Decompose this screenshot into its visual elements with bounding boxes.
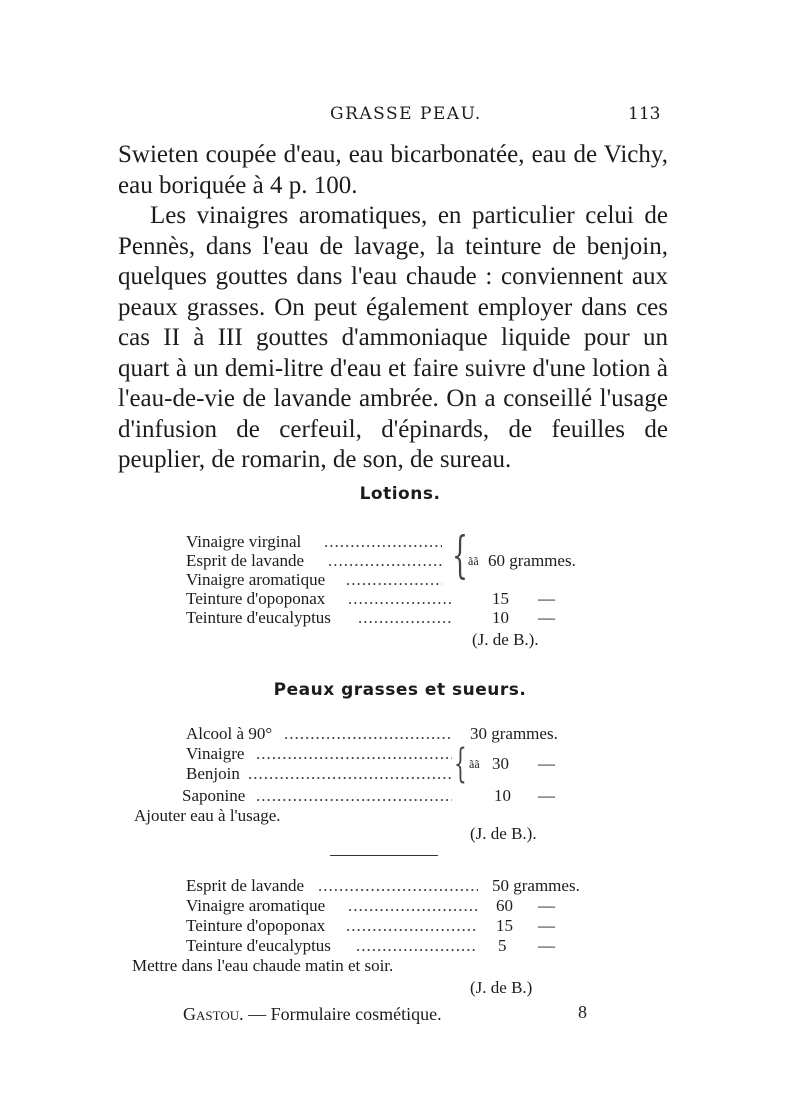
ingredient-row [186, 570, 606, 590]
footer-separator: — [243, 1004, 271, 1024]
recipe-peaux-grasses [134, 724, 604, 860]
leader-dots [256, 786, 452, 806]
ingredient-name: Benjoin [186, 764, 240, 783]
ingredient-row [186, 608, 606, 628]
ingredient-row [186, 724, 604, 744]
ingredient-quantity: 10 [494, 786, 511, 805]
leader-dots [318, 876, 478, 896]
footer-author: Gastou. [183, 1004, 244, 1024]
group-quantity: 30 [492, 754, 509, 773]
ingredient-quantity: 5 [498, 936, 507, 955]
footer-book-title: Formulaire cosmétique. [270, 1004, 442, 1024]
ingredient-row [182, 786, 604, 806]
page-number: 113 [628, 104, 661, 124]
ingredient-name: Teinture d'opoponax [186, 916, 326, 935]
ingredient-quantity: 60 [496, 896, 513, 915]
ingredient-row [186, 589, 606, 609]
group-quantity: 60 grammes. [488, 551, 576, 570]
group-marker: ãã [469, 757, 480, 771]
leader-dots [348, 896, 478, 916]
ingredient-name: Teinture d'eucalyptus [186, 608, 331, 627]
leader-dots [324, 532, 442, 552]
ingredient-name: Vinaigre aromatique [186, 570, 326, 589]
leader-dots [346, 916, 478, 936]
leader-dots [346, 570, 442, 590]
ingredient-name: Vinaigre [186, 744, 245, 763]
running-title: GRASSE PEAU. [330, 104, 482, 124]
leader-dots [248, 764, 452, 784]
ditto-mark: — [538, 916, 555, 935]
section-title-peaux-grasses: Peaux grasses et sueurs. [273, 680, 527, 700]
leader-dots [348, 589, 452, 609]
ingredient-quantity: 15 [492, 589, 509, 608]
leader-dots [358, 608, 452, 628]
source-citation: (J. de B.) [470, 978, 533, 997]
recipe-lavande [132, 876, 602, 1006]
ingredient-row [186, 876, 602, 896]
ingredient-row [186, 532, 606, 552]
ingredient-row [186, 916, 602, 936]
ditto-mark: — [538, 936, 555, 955]
ingredient-name: Alcool à 90° [186, 724, 273, 743]
ingredient-row [186, 936, 602, 956]
ditto-mark: — [538, 896, 555, 915]
group-marker: ãã [468, 554, 479, 568]
ditto-mark: — [538, 754, 555, 773]
ingredient-name: Saponine [182, 786, 246, 805]
footer [183, 1004, 442, 1025]
ingredient-name: Teinture d'opoponax [186, 589, 326, 608]
leader-dots [356, 936, 478, 956]
recipe-lotions [186, 526, 606, 672]
ingredient-quantity: 15 [496, 916, 513, 935]
paragraph: Les vinaigres aromatiques, en particulier celui de Pennès, dans l'eau de lavage, la teinture de benjoin, quelques gouttes dans l'eau chaude : conviennent aux peaux grasses. On peut également employer dans ces cas II à III gouttes d'ammoniaque liquide pour un quart à un demi-litre d'eau et faire suivre d'une lotion à l'eau-de-vie de lavande ambrée. On a conseillé l'usage d'infusion de cerfeuil, d'épinards, de feuilles de peuplier, de romarin, de son, de sureau. [118, 202, 668, 473]
ingredient-name: Vinaigre aromatique [186, 896, 326, 915]
section-divider [330, 855, 438, 856]
brace-icon: { [452, 526, 468, 584]
ditto-mark: — [538, 589, 555, 608]
leader-dots [256, 744, 452, 764]
ingredient-row [186, 896, 602, 916]
section-title-lotions: Lotions. [359, 484, 441, 504]
instruction-note: Mettre dans l'eau chaude matin et soir. [132, 956, 394, 975]
ingredient-quantity: 30 grammes. [470, 724, 558, 743]
source-citation: (J. de B.). [470, 824, 537, 843]
ingredient-quantity: 10 [492, 608, 509, 627]
ingredient-quantity: 50 grammes. [492, 876, 580, 895]
brace-icon: { [454, 741, 467, 787]
ingredient-name: Vinaigre virginal [186, 532, 302, 551]
body-text [118, 140, 668, 476]
ingredient-name: Esprit de lavande [186, 876, 305, 895]
ingredient-name: Teinture d'eucalyptus [186, 936, 331, 955]
ditto-mark: — [538, 608, 555, 627]
leader-dots [328, 551, 442, 571]
leader-dots [284, 724, 452, 744]
signature-mark: 8 [578, 1002, 587, 1022]
paragraph: Swieten coupée d'eau, eau bicarbonatée, eau de Vichy, eau boriquée à 4 p. 100. [118, 141, 668, 199]
ingredient-name: Esprit de lavande [186, 551, 305, 570]
source-citation: (J. de B.). [472, 630, 539, 649]
ditto-mark: — [538, 786, 555, 805]
instruction-note: Ajouter eau à l'usage. [134, 806, 281, 825]
